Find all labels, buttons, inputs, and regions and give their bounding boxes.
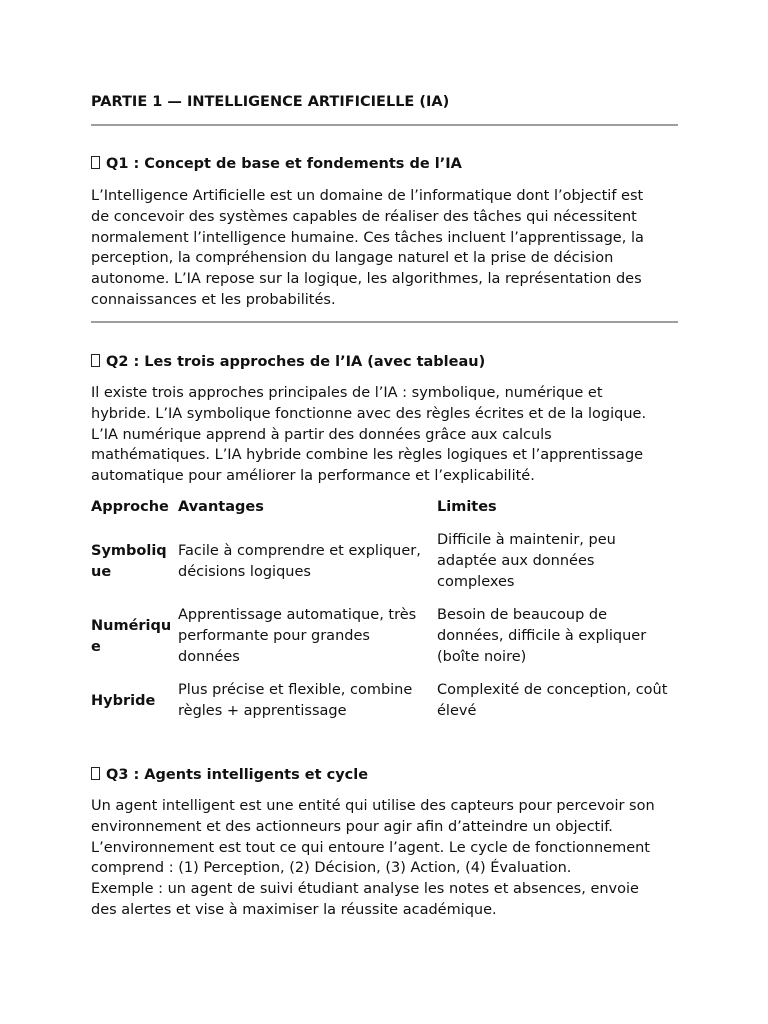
- text-line: des alertes et vise à maximiser la réussite académique.: [91, 901, 497, 918]
- text-line: Un agent intelligent est une entité qui utilise des capteurs pour percevoir son: [91, 798, 655, 814]
- cell-line: performante pour grandes: [178, 628, 370, 644]
- table-cell-approche: [91, 605, 175, 668]
- cell-line: adaptée aux données: [437, 553, 595, 569]
- table-cell-approche: [91, 530, 175, 593]
- text-line: L’Intelligence Artificielle est un domaine de l’informatique dont l’objectif est: [91, 188, 644, 204]
- table-cell-approche: [91, 680, 175, 722]
- cell-line: Apprentissage automatique, très: [178, 607, 417, 623]
- part-title: PARTIE 1 — INTELLIGENCE ARTIFICIELLE (IA): [91, 94, 450, 110]
- table-cell-limites: [437, 530, 681, 593]
- text-line: automatique pour améliorer la performance et l’explicabilité.: [91, 468, 535, 485]
- paragraph-q2: [91, 383, 679, 487]
- cell-line: élevé: [437, 703, 477, 719]
- text-line: mathématiques. L’IA hybride combine les règles logiques et l’apprentissage: [91, 447, 644, 464]
- cell-line: données, difficile à expliquer: [437, 628, 647, 644]
- text-line: L’environnement est tout ce qui entoure l’agent. Le cycle de fonctionnement: [91, 839, 650, 856]
- table-header-limites: Limites: [437, 499, 497, 515]
- cell-line: complexes: [437, 574, 515, 590]
- text-line: Exemple : un agent de suivi étudiant analyse les notes et absences, envoie: [91, 881, 639, 898]
- cell-line: Symboliq: [91, 542, 167, 559]
- text-line: environnement et des actionneurs pour agir afin d’atteindre un objectif.: [91, 818, 613, 835]
- text-line: L’IA numérique apprend à partir des données grâce aux calculs: [91, 426, 552, 443]
- text-line: autonome. L’IA repose sur la logique, les algorithmes, la représentation des: [91, 271, 642, 288]
- table-row: [91, 680, 679, 722]
- divider: [91, 321, 678, 323]
- section-title-q2-text: Q2 : Les trois approches de l’IA (avec tableau): [106, 354, 486, 370]
- cell-line: ue: [91, 563, 112, 580]
- table-cell-limites: [437, 605, 681, 668]
- cell-line: Facile à comprendre et expliquer,: [178, 542, 421, 559]
- table-row: [91, 605, 679, 668]
- text-line: comprend : (1) Perception, (2) Décision, (3) Action, (4) Évaluation.: [91, 860, 572, 877]
- table-header-row: [91, 497, 679, 518]
- text-line: normalement l’intelligence humaine. Ces tâches incluent l’apprentissage, la: [91, 229, 644, 246]
- section-title-q2: [91, 352, 485, 372]
- section-title-q3-text: Q3 : Agents intelligents et cycle: [106, 767, 369, 783]
- section-title-q1: [91, 154, 462, 174]
- table-cell-avantages: [178, 680, 436, 722]
- table-row: [91, 530, 679, 593]
- cell-line: Difficile à maintenir, peu: [437, 532, 616, 548]
- box-icon: [91, 156, 100, 169]
- text-line: hybride. L’IA symbolique fonctionne avec des règles écrites et de la logique.: [91, 405, 647, 422]
- table-cell-avantages: [178, 605, 436, 668]
- cell-line: Hybride: [91, 692, 156, 709]
- text-line: connaissances et les probabilités.: [91, 291, 336, 308]
- box-icon: [91, 354, 100, 367]
- text-line: Il existe trois approches principales de l’IA : symbolique, numérique et: [91, 385, 603, 401]
- paragraph-q1: [91, 186, 679, 311]
- cell-line: (boîte noire): [437, 649, 527, 665]
- section-title-q3: [91, 765, 368, 785]
- cell-line: décisions logiques: [178, 563, 311, 580]
- cell-line: Plus précise et flexible, combine: [178, 682, 413, 698]
- cell-line: Numériqu: [91, 617, 172, 634]
- cell-line: Besoin de beaucoup de: [437, 607, 608, 623]
- cell-line: Complexité de conception, coût: [437, 682, 668, 698]
- table-cell-avantages: [178, 530, 436, 593]
- cell-line: données: [178, 649, 240, 665]
- divider: [91, 124, 678, 126]
- cell-line: e: [91, 638, 101, 655]
- table-cell-limites: [437, 680, 681, 722]
- text-line: perception, la compréhension du langage naturel et la prise de décision: [91, 250, 614, 267]
- paragraph-q3: [91, 796, 679, 921]
- table-header-approche: Approche: [91, 499, 169, 515]
- text-line: de concevoir des systèmes capables de réaliser des tâches qui nécessitent: [91, 208, 637, 225]
- cell-line: règles + apprentissage: [178, 703, 347, 719]
- box-icon: [91, 767, 100, 780]
- section-title-q1-text: Q1 : Concept de base et fondements de l’IA: [106, 156, 462, 172]
- table-header-avantages: Avantages: [178, 499, 264, 515]
